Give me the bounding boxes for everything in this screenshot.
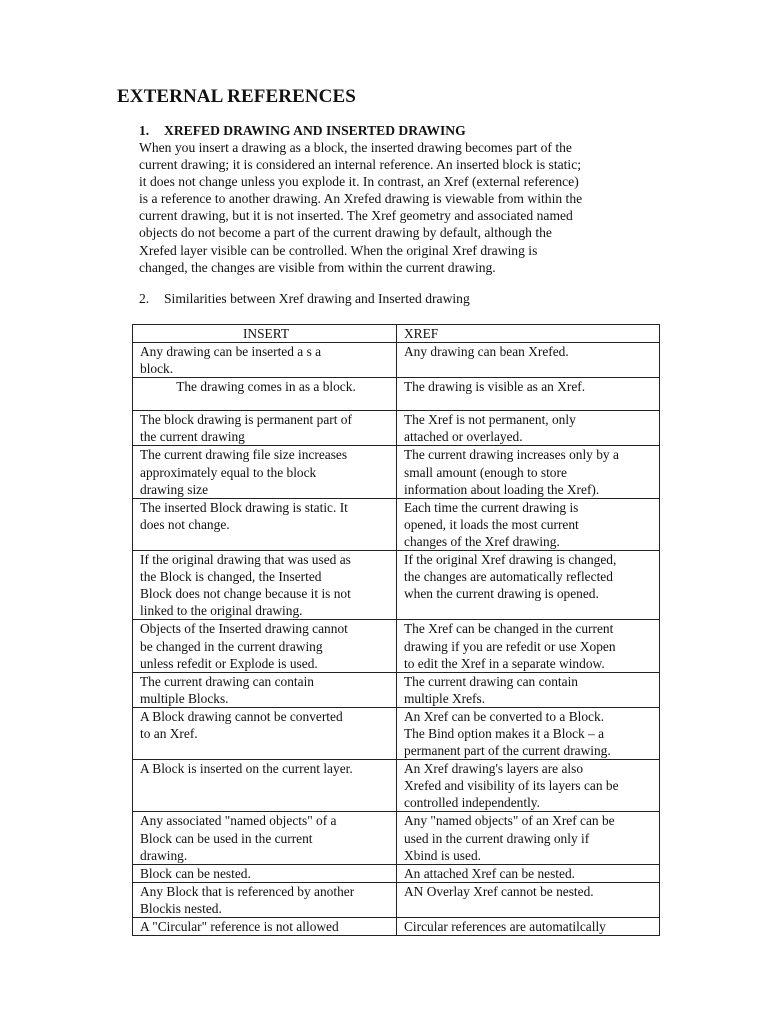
table-row: [133, 620, 660, 672]
paragraph-line: current drawing; it is considered an internal reference. An inserted block is static;: [139, 157, 582, 173]
page-title: EXTERNAL REFERENCES: [117, 86, 356, 107]
cell-line: The drawing is visible as an Xref.: [404, 379, 586, 395]
section-1-heading: [139, 123, 466, 139]
cell-line: multiple Xrefs.: [404, 690, 486, 706]
section-1-paragraph: [139, 139, 659, 276]
comparison-table: [132, 324, 660, 936]
xref-cell: [397, 812, 660, 864]
table-row: [133, 378, 660, 411]
xref-cell: [397, 760, 660, 812]
cell-line: A Block is inserted on the current layer.: [140, 761, 353, 777]
xref-cell: [397, 672, 660, 707]
paragraph-line: is a reference to another drawing. An Xrefed drawing is viewable from within the: [139, 191, 583, 207]
xref-cell: [397, 378, 660, 411]
cell-line: unless refedit or Explode is used.: [140, 655, 318, 671]
table-row: [133, 760, 660, 812]
insert-cell: [133, 812, 397, 864]
cell-line: Xrefed and visibility of its layers can be: [404, 778, 619, 794]
cell-line: Circular references are automatilcally: [404, 919, 606, 934]
insert-cell: [133, 882, 397, 917]
cell-line: drawing size: [140, 481, 209, 497]
cell-line: does not change.: [140, 516, 230, 532]
cell-line: permanent part of the current drawing.: [404, 743, 611, 759]
cell-line: Any drawing can bean Xrefed.: [404, 344, 569, 360]
cell-line: drawing.: [140, 847, 188, 863]
xref-cell: [397, 446, 660, 498]
cell-line: information about loading the Xref).: [404, 481, 600, 497]
section-1-title: XREFED DRAWING AND INSERTED DRAWING: [164, 123, 466, 138]
cell-line: Any associated "named objects" of a: [140, 813, 337, 829]
cell-line: Blockis nested.: [140, 900, 222, 916]
xref-cell: [397, 343, 660, 378]
cell-line: The current drawing can contain: [140, 673, 314, 689]
cell-line: An Xref can be converted to a Block.: [404, 708, 605, 724]
table-row: [133, 882, 660, 917]
cell-line: If the original Xref drawing is changed,: [404, 552, 617, 568]
cell-line: Block can be used in the current: [140, 830, 313, 846]
cell-line: Any drawing can be inserted a s a: [140, 344, 322, 360]
cell-line: the current drawing: [140, 429, 245, 445]
xref-cell: [397, 551, 660, 620]
table-header-row: [133, 325, 660, 343]
paragraph-line: current drawing, but it is not inserted. The Xref geometry and associated named: [139, 208, 573, 224]
cell-line: Any "named objects" of an Xref can be: [404, 813, 615, 829]
cell-line: used in the current drawing only if: [404, 830, 590, 846]
cell-line: small amount (enough to store: [404, 464, 567, 480]
cell-line: An attached Xref can be nested.: [404, 865, 576, 881]
cell-line: The current drawing increases only by a: [404, 447, 619, 463]
cell-line: Any Block that is referenced by another: [140, 883, 355, 899]
cell-line: Objects of the Inserted drawing cannot: [140, 621, 348, 637]
cell-line: The drawing comes in as a block.: [176, 379, 356, 395]
cell-line: controlled independently.: [404, 795, 540, 811]
xref-cell: [397, 882, 660, 917]
insert-cell: [133, 864, 397, 882]
cell-line: to an Xref.: [140, 725, 198, 741]
insert-cell: [133, 378, 397, 411]
insert-cell: [133, 446, 397, 498]
cell-line: Each time the current drawing is: [404, 499, 579, 515]
table-row: [133, 446, 660, 498]
paragraph-line: it does not change unless you explode it. In contrast, an Xref (external reference): [139, 174, 579, 190]
cell-line: Block can be nested.: [140, 865, 251, 881]
insert-cell: [133, 551, 397, 620]
xref-cell: [397, 498, 660, 550]
table-row: [133, 918, 660, 936]
table-row: [133, 498, 660, 550]
cell-line: The Bind option makes it a Block – a: [404, 725, 605, 741]
cell-line: when the current drawing is opened.: [404, 586, 599, 602]
insert-cell: [133, 918, 397, 936]
paragraph-line: When you insert a drawing as a block, the inserted drawing becomes part of the: [139, 140, 572, 155]
cell-line: linked to the original drawing.: [140, 603, 303, 619]
cell-line: The inserted Block drawing is static. It: [140, 499, 348, 515]
cell-line: If the original drawing that was used as: [140, 552, 351, 568]
section-2-number: 2.: [139, 291, 150, 306]
insert-cell: [133, 760, 397, 812]
cell-line: the Block is changed, the Inserted: [140, 569, 322, 585]
cell-line: be changed in the current drawing: [140, 638, 323, 654]
cell-line: The Xref is not permanent, only: [404, 412, 576, 428]
cell-line: approximately equal to the block: [140, 464, 317, 480]
section-2-heading: [139, 291, 470, 307]
cell-line: An Xref drawing's layers are also: [404, 761, 584, 777]
cell-line: The current drawing file size increases: [140, 447, 348, 463]
insert-cell: [133, 411, 397, 446]
cell-line: multiple Blocks.: [140, 690, 229, 706]
cell-line: attached or overlayed.: [404, 429, 523, 445]
table-row: [133, 551, 660, 620]
header-xref: XREF: [397, 325, 660, 343]
insert-cell: [133, 498, 397, 550]
insert-cell: [133, 707, 397, 759]
cell-line: AN Overlay Xref cannot be nested.: [404, 883, 594, 899]
paragraph-line: Xrefed layer visible can be controlled. When the original Xref drawing is: [139, 242, 538, 258]
xref-cell: [397, 620, 660, 672]
cell-line: The current drawing can contain: [404, 673, 578, 689]
cell-line: Block does not change because it is not: [140, 586, 351, 602]
cell-line: to edit the Xref in a separate window.: [404, 655, 605, 671]
section-1-number: 1.: [139, 123, 150, 138]
xref-cell: [397, 864, 660, 882]
cell-line: The block drawing is permanent part of: [140, 412, 352, 428]
table-row: [133, 864, 660, 882]
insert-cell: [133, 343, 397, 378]
header-insert: INSERT: [133, 325, 397, 343]
paragraph-line: changed, the changes are visible from within the current drawing.: [139, 259, 496, 275]
cell-line: changes of the Xref drawing.: [404, 533, 560, 549]
insert-cell: [133, 672, 397, 707]
cell-line: The Xref can be changed in the current: [404, 621, 614, 637]
cell-line: Xbind is used.: [404, 847, 481, 863]
cell-line: A Block drawing cannot be converted: [140, 708, 343, 724]
xref-cell: [397, 918, 660, 936]
paragraph-line: objects do not become a part of the current drawing by default, although the: [139, 225, 552, 241]
table-row: [133, 411, 660, 446]
xref-cell: [397, 411, 660, 446]
cell-line: drawing if you are refedit or use Xopen: [404, 638, 616, 654]
insert-cell: [133, 620, 397, 672]
table-row: [133, 672, 660, 707]
section-2-title: Similarities between Xref drawing and Inserted drawing: [164, 291, 470, 306]
table-row: [133, 707, 660, 759]
cell-line: opened, it loads the most current: [404, 516, 579, 532]
table-row: [133, 343, 660, 378]
table-row: [133, 812, 660, 864]
cell-line: A "Circular" reference is not allowed: [140, 919, 339, 934]
xref-cell: [397, 707, 660, 759]
cell-line: block.: [140, 361, 174, 377]
cell-line: the changes are automatically reflected: [404, 569, 613, 585]
